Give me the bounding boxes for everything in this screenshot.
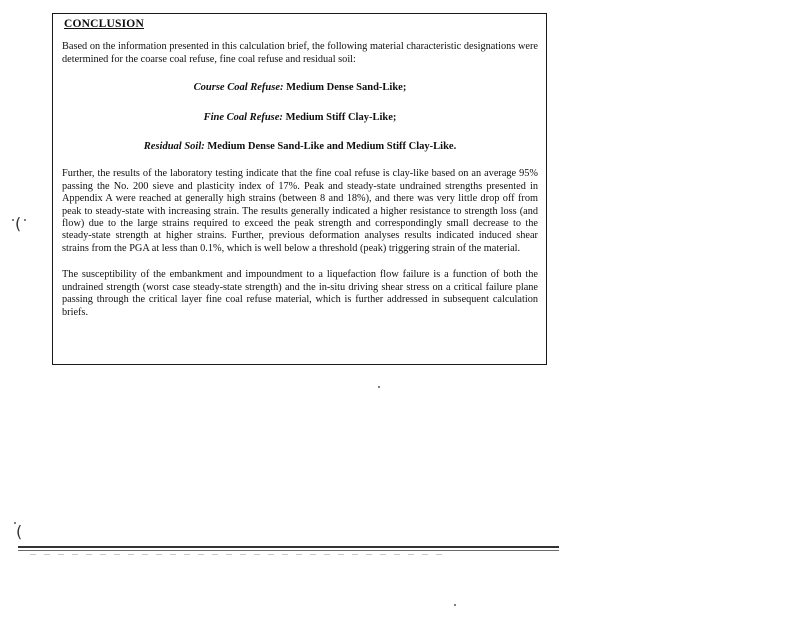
margin-bracket-mark-upper: ( bbox=[15, 214, 22, 233]
designation-material: Course Coal Refuse: bbox=[193, 82, 284, 94]
footer-faint-text-line bbox=[30, 554, 450, 555]
scan-speck bbox=[24, 219, 26, 221]
intro-paragraph: Based on the information presented in this calculation brief, the following material characteristic designations were determined for the coarse coal refuse, fine coal refuse and residual soil: bbox=[62, 41, 538, 65]
scan-speck bbox=[12, 219, 14, 221]
designation-value: Medium Dense Sand-Like; bbox=[286, 82, 407, 94]
designation-value: Medium Dense Sand-Like and Medium Stiff Clay-Like. bbox=[207, 141, 457, 153]
designation-material: Residual Soil: bbox=[143, 141, 205, 153]
footer-rule bbox=[18, 546, 559, 548]
susceptibility-paragraph: The susceptibility of the embankment and impoundment to a liquefaction flow failure is a function of both the undrained strength (worst case steady-state strength) and the in-situ driving shear stress on a critical failure plane passing through the critical layer fine coal refuse material, which is further addressed in subsequent calculation briefs. bbox=[62, 269, 538, 318]
conclusion-section bbox=[52, 13, 547, 365]
designation-fine-coal-refuse bbox=[62, 112, 538, 124]
scan-speck bbox=[14, 522, 16, 524]
scan-speck bbox=[378, 386, 380, 388]
designation-value: Medium Stiff Clay-Like; bbox=[285, 111, 397, 123]
scan-speck bbox=[454, 604, 456, 606]
designation-residual-soil bbox=[62, 141, 538, 153]
footer-rule-secondary bbox=[18, 550, 559, 551]
margin-bracket-mark-lower: ( bbox=[16, 522, 23, 541]
designation-coarse-coal-refuse bbox=[62, 82, 538, 94]
designation-material: Fine Coal Refuse: bbox=[203, 111, 283, 123]
laboratory-results-paragraph: Further, the results of the laboratory testing indicate that the fine coal refuse is clay-like based on an average 95% passing the No. 200 sieve and plasticity index of 17%. Peak and steady-state undrained strengths presented in Appendix A were reached at generally high strains (between 8 and 18%), and there was very little drop off from peak to steady-state with increasing strain. The results generally indicated a higher resistance to strength loss (and flow) due to the large strains required to exceed the peak strength and correspondingly small decrease to the steady-state strength at higher strains. Further, previous deformation analyses results indicated induced shear strains from the PGA at less than 0.1%, which is well below a threshold (peak) triggering strain of the material. bbox=[62, 168, 538, 254]
section-heading: CONCLUSION bbox=[64, 18, 144, 30]
